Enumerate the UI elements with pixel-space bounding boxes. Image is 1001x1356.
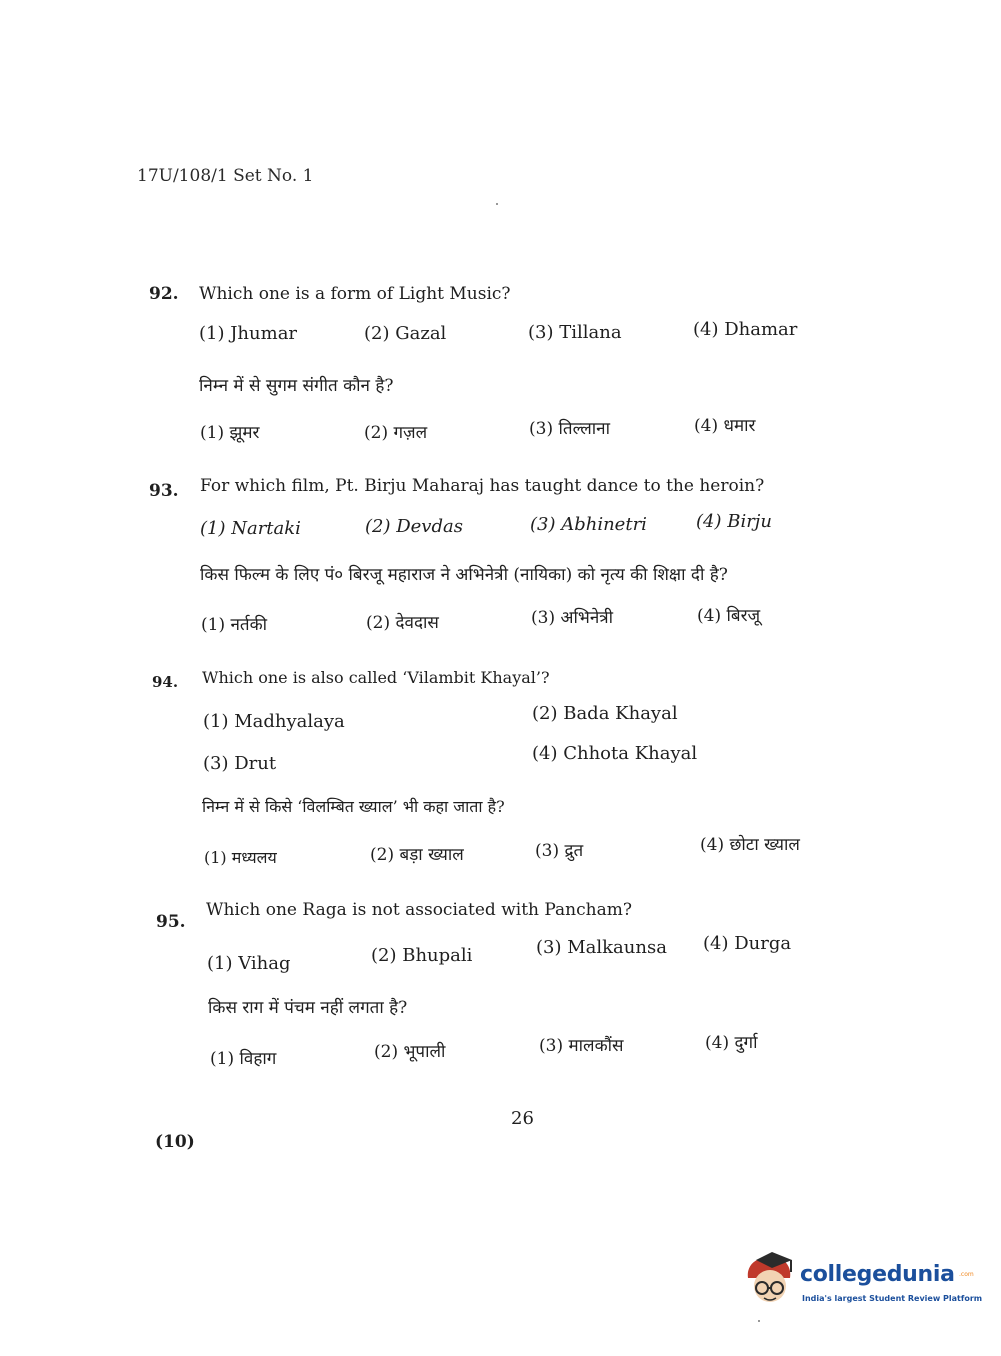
option-3: (3) Malkaunsa (536, 937, 667, 958)
logo-suffix: .com (959, 1271, 974, 1278)
footer-code: (10) (155, 1132, 195, 1152)
option-1: (1) Nartaki (200, 518, 301, 539)
question-text-hindi: किस फिल्म के लिए पं० बिरजू महाराज ने अभिनेत्री (नायिका) को नृत्य की शिक्षा दी है? (200, 565, 728, 585)
option-3-hindi: (3) अभिनेत्री (531, 608, 614, 628)
option-3: (3) Drut (203, 753, 277, 774)
option-1: (1) Madhyalaya (203, 711, 345, 732)
option-4: (4) Chhota Khayal (532, 743, 698, 764)
option-1-hindi: (1) मध्यलय (204, 848, 277, 867)
question-text: For which film, Pt. Birju Maharaj has taught dance to the heroin? (200, 476, 765, 496)
logo-tagline: India's largest Student Review Platform (802, 1294, 983, 1303)
option-4: (4) Durga (703, 933, 792, 954)
option-4: (4) Dhamar (693, 319, 798, 340)
option-3-hindi: (3) द्रुत (535, 841, 584, 861)
page-number: 26 (511, 1108, 534, 1129)
option-2-hindi: (2) बड़ा ख्याल (370, 845, 464, 865)
option-2-hindi: (2) देवदास (366, 613, 439, 633)
option-1-hindi: (1) झूमर (200, 423, 260, 443)
option-4: (4) Birju (696, 511, 772, 532)
option-2: (2) Bhupali (371, 945, 473, 966)
scan-speck (758, 1320, 760, 1322)
scan-speck (496, 203, 498, 205)
question-text-hindi: किस राग में पंचम नहीं लगता है? (208, 998, 408, 1018)
option-3: (3) Tillana (528, 322, 622, 343)
question-text: Which one Raga is not associated with Pancham? (206, 900, 632, 920)
option-3: (3) Abhinetri (530, 514, 647, 535)
option-3-hindi: (3) मालकौंस (539, 1036, 624, 1056)
option-2: (2) Devdas (365, 516, 463, 537)
question-number: 94. (152, 673, 179, 691)
question-text-hindi: निम्न में से सुगम संगीत कौन है? (199, 376, 394, 396)
collegedunia-logo[interactable] (742, 1250, 983, 1312)
question-text-hindi: निम्न में से किसे ‘विलम्बित ख्याल’ भी कहा जाता है? (202, 797, 505, 816)
option-3-hindi: (3) तिल्लाना (529, 419, 611, 439)
paper-code: 17U/108/1 Set No. 1 (137, 166, 314, 186)
option-4-hindi: (4) छोटा ख्याल (700, 835, 800, 855)
question-text: Which one is also called ‘Vilambit Khayal’? (202, 668, 550, 687)
option-2-hindi: (2) भूपाली (374, 1042, 446, 1062)
option-1-hindi: (1) विहाग (210, 1049, 277, 1069)
option-1-hindi: (1) नर्तकी (201, 615, 268, 635)
option-4-hindi: (4) बिरजू (697, 606, 761, 626)
question-number: 93. (149, 481, 179, 501)
option-1: (1) Vihag (207, 953, 291, 974)
option-4-hindi: (4) दुर्गा (705, 1033, 758, 1053)
option-2: (2) Bada Khayal (532, 703, 678, 724)
question-text: Which one is a form of Light Music? (199, 284, 511, 304)
option-1: (1) Jhumar (199, 323, 298, 344)
question-number: 95. (156, 912, 186, 932)
logo-name: collegedunia (800, 1262, 955, 1287)
option-4-hindi: (4) धमार (694, 416, 756, 436)
mascot-icon (742, 1250, 800, 1312)
question-number: 92. (149, 284, 179, 304)
option-2-hindi: (2) गज़ल (364, 423, 428, 443)
option-2: (2) Gazal (364, 323, 447, 344)
